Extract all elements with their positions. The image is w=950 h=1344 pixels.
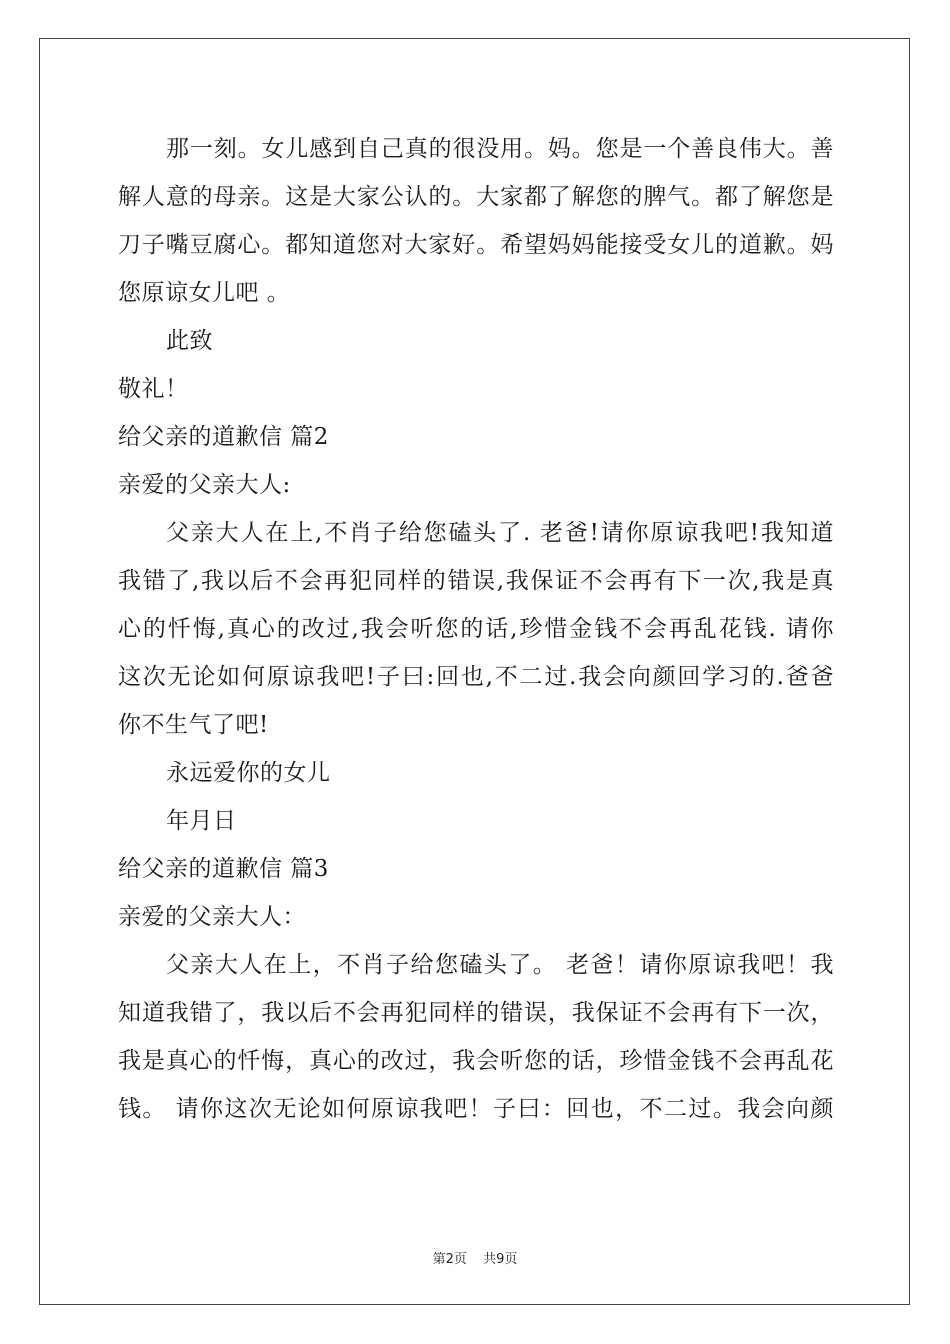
paragraph-line: 钱。 请你这次无论如何原谅我吧！子曰：回也，不二过。我会向颜 bbox=[118, 1096, 834, 1122]
closing-salute: 敬礼！ bbox=[118, 376, 189, 402]
section-heading: 给父亲的道歉信 篇3 bbox=[118, 856, 329, 882]
page-footer bbox=[0, 1248, 950, 1267]
paragraph-line: 父亲大人在上，不肖子给您磕头了。 老爸！请你原谅我吧！我 bbox=[166, 952, 834, 978]
salutation: 亲爱的父亲大人： bbox=[118, 904, 306, 930]
paragraph-line: 这次无论如何原谅我吧!子曰:回也,不二过.我会向颜回学习的.爸爸 bbox=[118, 664, 834, 690]
paragraph-line: 我错了,我以后不会再犯同样的错误,我保证不会再有下一次,我是真 bbox=[118, 568, 834, 594]
salutation: 亲爱的父亲大人: bbox=[118, 472, 291, 498]
paragraph-line: 刀子嘴豆腐心。都知道您对大家好。希望妈妈能接受女儿的道歉。妈 bbox=[118, 232, 834, 258]
page-number: 第2页 bbox=[432, 1252, 467, 1267]
date-line: 年月日 bbox=[166, 808, 237, 834]
paragraph-line: 您原谅女儿吧 。 bbox=[118, 280, 291, 306]
signature-line: 永远爱你的女儿 bbox=[166, 760, 331, 786]
section-heading: 给父亲的道歉信 篇2 bbox=[118, 424, 329, 450]
paragraph-line: 解人意的母亲。这是大家公认的。大家都了解您的脾气。都了解您是 bbox=[118, 184, 834, 210]
closing-line: 此致 bbox=[166, 328, 213, 354]
paragraph-line: 心的忏悔,真心的改过,我会听您的话,珍惜金钱不会再乱花钱. 请你 bbox=[118, 616, 834, 642]
paragraph-line: 我是真心的忏悔，真心的改过，我会听您的话，珍惜金钱不会再乱花 bbox=[118, 1048, 834, 1074]
paragraph-line: 你不生气了吧! bbox=[118, 712, 269, 738]
paragraph-line: 那一刻。女儿感到自己真的很没用。妈。您是一个善良伟大。善 bbox=[166, 136, 834, 162]
page-total: 共9页 bbox=[483, 1252, 518, 1267]
document-body bbox=[118, 125, 834, 1133]
paragraph-line: 知道我错了，我以后不会再犯同样的错误，我保证不会再有下一次， bbox=[118, 1000, 834, 1026]
paragraph-line: 父亲大人在上,不肖子给您磕头了. 老爸!请你原谅我吧!我知道 bbox=[166, 520, 834, 546]
